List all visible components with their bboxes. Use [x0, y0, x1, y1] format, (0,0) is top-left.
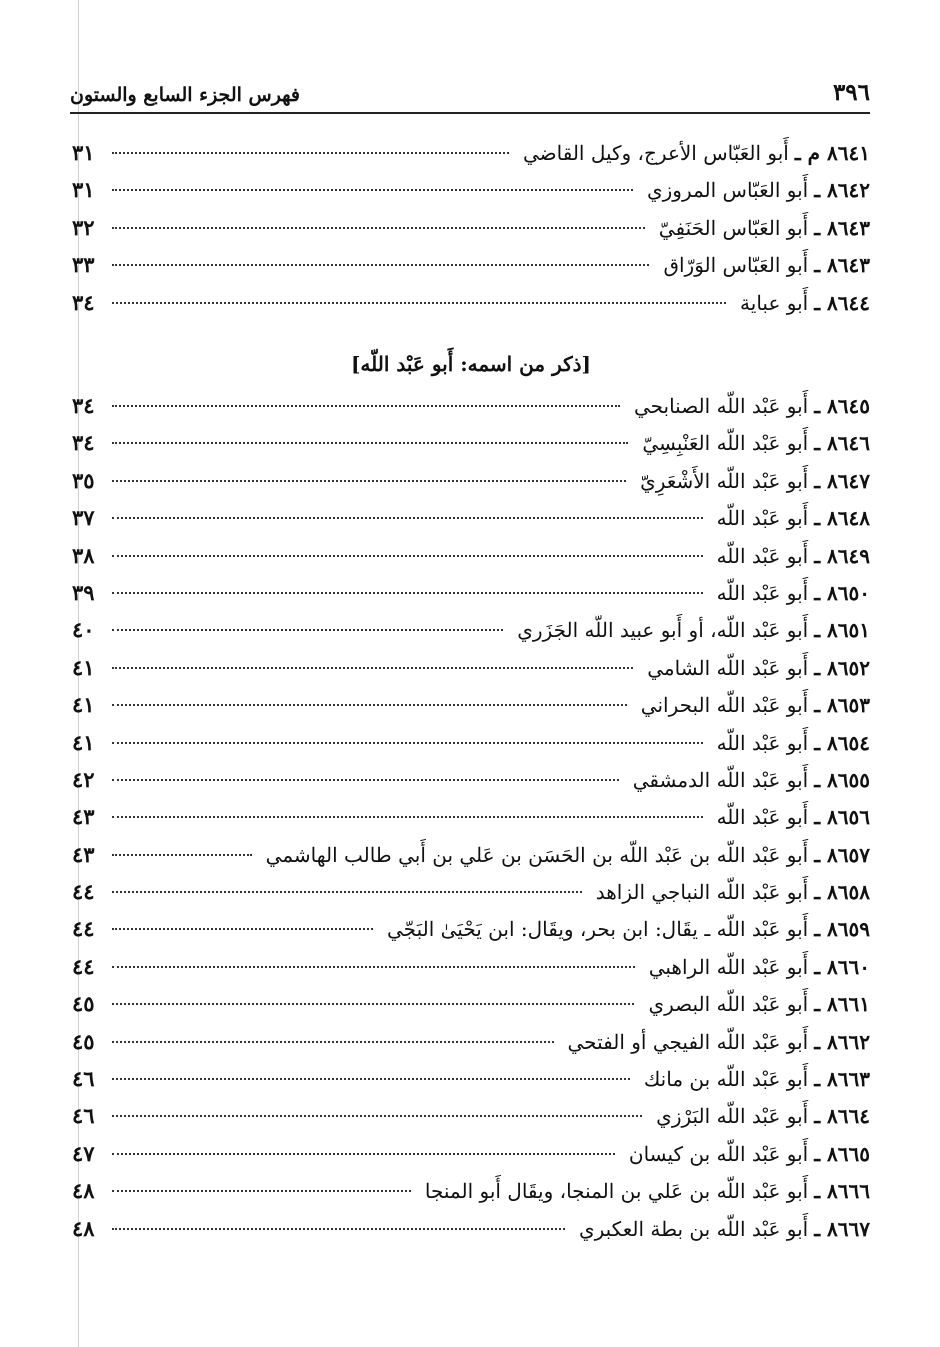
- dot-leader: [112, 1190, 411, 1192]
- entry-name: أَبو العَبّاس الوَرّاق: [663, 253, 809, 278]
- entry-page-number: ٤٦: [72, 1066, 95, 1092]
- entry-page-number: ٤٠: [72, 617, 95, 643]
- entry-name: أَبو عَبْد اللّه بن كيسان: [628, 1141, 809, 1166]
- entry-number: ٨٦٥٠ ـ: [814, 580, 870, 605]
- entry-name: أَبو العَبّاس الحَنَفِيّ: [658, 215, 809, 240]
- dot-leader: [112, 517, 703, 519]
- index-entry: [72, 1103, 870, 1140]
- section-heading: [ذكر من اسمه: أَبو عَبْد اللّه]: [350, 352, 592, 376]
- index-entry: [72, 543, 870, 580]
- index-list-before: [72, 140, 870, 327]
- index-entry: [72, 617, 870, 654]
- entry-number: ٨٦٥٨ ـ: [814, 880, 870, 905]
- entry-page-number: ٤٧: [72, 1140, 95, 1166]
- entry-page-number: ٤٥: [72, 991, 95, 1017]
- entry-number: ٨٦٥٧ ـ: [814, 842, 870, 867]
- index-entry: [72, 767, 870, 804]
- entry-name: أَبو عباية: [740, 290, 809, 315]
- entry-name: أَبو عَبْد اللّه الأَشْعَرِيّ: [640, 468, 809, 493]
- entry-number: ٨٦٦٦ ـ: [814, 1179, 870, 1204]
- dot-leader: [112, 480, 626, 482]
- dot-leader: [112, 189, 633, 191]
- entry-number: ٨٦٤٣ ـ: [814, 253, 870, 278]
- dot-leader: [112, 928, 373, 930]
- entry-name: أَبو عَبْد اللّه بن بطة العكبري: [578, 1216, 809, 1241]
- entry-page-number: ٤٤: [72, 953, 95, 979]
- index-entry: [72, 215, 870, 252]
- entry-name: أَبو عَبْد اللّه: [716, 543, 809, 568]
- running-title: فهرس الجزء السابع والستون: [70, 84, 301, 106]
- dot-leader: [112, 742, 703, 744]
- dot-leader: [112, 1041, 554, 1043]
- dot-leader: [112, 966, 635, 968]
- dot-leader: [112, 405, 620, 407]
- entry-name: أَبو عَبْد اللّه، أو أَبو عبيد اللّه الجَزَري: [517, 618, 809, 643]
- entry-page-number: ٤١: [72, 692, 95, 718]
- dot-leader: [112, 891, 582, 893]
- entry-name: أَبو عَبْد اللّه: [716, 730, 809, 755]
- entry-page-number: ٤١: [72, 654, 95, 680]
- entry-name: أَبو عَبْد اللّه: [716, 580, 809, 605]
- entry-page-number: ٤٢: [72, 766, 95, 792]
- index-entry: [72, 692, 870, 729]
- entry-number: ٨٦٥٦ ـ: [814, 805, 870, 830]
- index-entry: [72, 290, 870, 327]
- index-entry: [72, 252, 870, 289]
- entry-name: أَبو عَبْد اللّه الشامي: [647, 655, 809, 680]
- dot-leader: [112, 1153, 615, 1155]
- entry-name: أَبو عَبْد اللّه: [716, 805, 809, 830]
- index-entry: [72, 804, 870, 841]
- entry-name: أَبو العَبّاس الأعرج، وكيل القاضي: [522, 141, 789, 165]
- index-entry: [72, 842, 870, 879]
- index-entry: [72, 505, 870, 542]
- index-entry: [72, 393, 870, 430]
- index-entry: [72, 430, 870, 467]
- entry-name: أَبو عَبْد اللّه بن عَبْد اللّه بن الحَسَن بن عَلي بن أَبي طالب الهاشمي: [265, 842, 809, 867]
- entry-page-number: ٤٨: [72, 1215, 95, 1241]
- entry-page-number: ٤٣: [72, 841, 95, 867]
- index-entry: [72, 954, 870, 991]
- entry-number: ٨٦٤٨ ـ: [814, 506, 870, 531]
- entry-page-number: ٣٩: [72, 579, 95, 605]
- entry-number: ٨٦٦٥ ـ: [814, 1141, 870, 1166]
- index-entry: [72, 655, 870, 692]
- entry-number: ٨٦٤١ م ـ: [794, 141, 870, 165]
- entry-name: أَبو العَبّاس المروزي: [646, 178, 809, 203]
- entry-page-number: ٣١: [72, 140, 95, 165]
- entry-page-number: ٤٨: [72, 1178, 95, 1204]
- entry-number: ٨٦٤٧ ـ: [814, 468, 870, 493]
- index-entry: [72, 1029, 870, 1066]
- entry-page-number: ٣٤: [72, 289, 95, 315]
- entry-number: ٨٦٤٦ ـ: [814, 431, 870, 456]
- dot-leader: [112, 704, 627, 706]
- entry-name: أَبو عَبْد اللّه ـ يقَال: ابن بحر، ويقَال: ابن يَحْيَىٰ البَجّي: [386, 917, 809, 942]
- entry-page-number: ٤١: [72, 729, 95, 755]
- entry-number: ٨٦٤٣ ـ: [814, 215, 870, 240]
- entry-name: أَبو عَبْد اللّه بن مانك: [643, 1067, 809, 1092]
- page-number: ٣٩٦: [832, 79, 870, 106]
- dot-leader: [112, 152, 509, 154]
- dot-leader: [112, 555, 703, 557]
- entry-number: ٨٦٥٢ ـ: [814, 655, 870, 680]
- index-entry: [72, 916, 870, 953]
- entry-number: ٨٦٦٣ ـ: [814, 1067, 870, 1092]
- dot-leader: [112, 264, 649, 266]
- entry-number: ٨٦٥٤ ـ: [814, 730, 870, 755]
- dot-leader: [112, 779, 619, 781]
- entry-page-number: ٤٣: [72, 804, 95, 830]
- entry-page-number: ٣٧: [72, 505, 95, 531]
- entry-name: أَبو عَبْد اللّه: [716, 506, 809, 531]
- entry-page-number: ٣٣: [72, 252, 95, 278]
- entry-number: ٨٦٥٩ ـ: [814, 917, 870, 942]
- entry-page-number: ٣١: [72, 177, 95, 203]
- entry-number: ٨٦٦٧ ـ: [814, 1216, 870, 1241]
- entry-name: أَبو عَبْد اللّه النباجي الزاهد: [595, 880, 809, 905]
- index-entry: [72, 177, 870, 214]
- dot-leader: [112, 1228, 565, 1230]
- index-entry: [72, 468, 870, 505]
- index-entry: [72, 879, 870, 916]
- entry-name: أَبو عَبْد اللّه البحراني: [640, 693, 809, 718]
- dot-leader: [112, 592, 703, 594]
- dot-leader: [112, 816, 703, 818]
- entry-number: ٨٦٦١ ـ: [814, 992, 870, 1017]
- dot-leader: [112, 1078, 630, 1080]
- entry-number: ٨٦٤٤ ـ: [814, 290, 870, 315]
- index-list-after: [72, 393, 870, 1253]
- index-entry: [72, 140, 870, 177]
- page-header: [70, 72, 870, 114]
- index-entry: [72, 1216, 870, 1253]
- dot-leader: [112, 667, 633, 669]
- entry-page-number: ٣٤: [72, 393, 95, 418]
- entry-number: ٨٦٤٥ ـ: [814, 394, 870, 418]
- entry-number: ٨٦٥٣ ـ: [814, 693, 870, 718]
- entry-page-number: ٤٤: [72, 916, 95, 942]
- index-entry: [72, 1066, 870, 1103]
- dot-leader: [112, 442, 628, 444]
- entry-number: ٨٦٤٢ ـ: [814, 178, 870, 203]
- entry-number: ٨٦٥٥ ـ: [814, 767, 870, 792]
- entry-number: ٨٦٥١ ـ: [814, 618, 870, 643]
- entry-page-number: ٣٥: [72, 467, 95, 493]
- entry-number: ٨٦٦٢ ـ: [814, 1029, 870, 1054]
- entry-page-number: ٤٥: [72, 1028, 95, 1054]
- index-entry: [72, 580, 870, 617]
- dot-leader: [112, 1003, 634, 1005]
- entry-page-number: ٤٤: [72, 879, 95, 905]
- dot-leader: [112, 227, 645, 229]
- entry-name: أَبو عَبْد اللّه العَنْبِسِيّ: [642, 431, 809, 456]
- index-entry: [72, 730, 870, 767]
- dot-leader: [112, 629, 503, 631]
- dot-leader: [112, 1115, 642, 1117]
- entry-page-number: ٣٤: [72, 430, 95, 456]
- entry-name: أَبو عَبْد اللّه بن عَلي بن المنجا، ويقَال أَبو المنجا: [424, 1179, 809, 1204]
- index-entry: [72, 1178, 870, 1215]
- entry-name: أَبو عَبْد اللّه البَرْزي: [656, 1104, 809, 1129]
- dot-leader: [112, 302, 726, 304]
- entry-name: أَبو عَبْد اللّه الفيجي أو الفتحي: [567, 1029, 809, 1054]
- entry-number: ٨٦٦٤ ـ: [814, 1104, 870, 1129]
- entry-page-number: ٣٢: [72, 214, 95, 240]
- entry-name: أَبو عَبْد اللّه الراهبي: [648, 954, 809, 979]
- index-entry: [72, 1141, 870, 1178]
- entry-name: أَبو عَبْد اللّه الصنابحي: [633, 394, 809, 418]
- dot-leader: [112, 854, 252, 856]
- entry-number: ٨٦٤٩ ـ: [814, 543, 870, 568]
- index-entry: [72, 991, 870, 1028]
- entry-page-number: ٤٦: [72, 1103, 95, 1129]
- entry-name: أَبو عَبْد اللّه الدمشقي: [632, 767, 809, 792]
- entry-name: أَبو عَبْد اللّه البصري: [648, 992, 809, 1017]
- entry-number: ٨٦٦٠ ـ: [814, 954, 870, 979]
- entry-page-number: ٣٨: [72, 542, 95, 568]
